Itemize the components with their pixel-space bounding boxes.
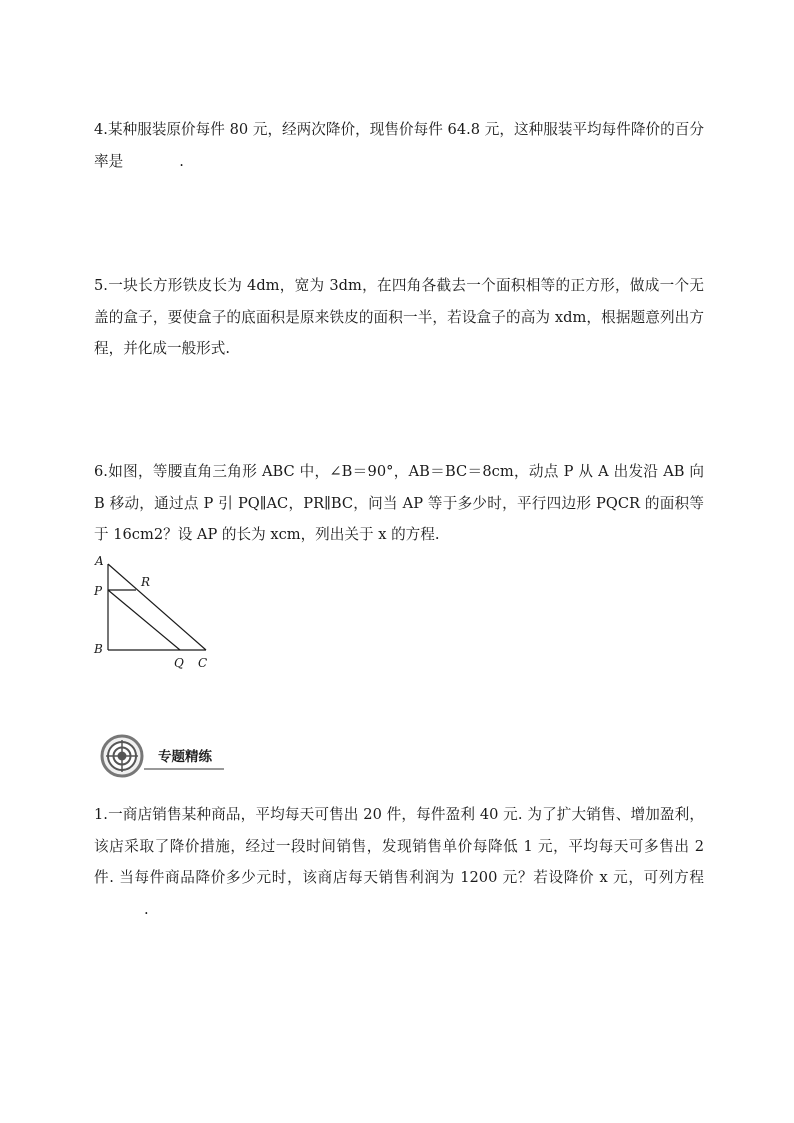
question-6 <box>94 456 704 551</box>
practice-question-1-text: 1.一商店销售某种商品，平均每天可售出 20 件，每件盈利 40 元. 为了扩大销售、增加盈利，该店采取了降价措施，经过一段时间销售，发现销售单价每降低 1 元，平均每天可多售出 2 件. 当每件商品降价多少元时，该商店每天销售利润为 1200 元？若设降价 x 元，可列方程 <box>94 806 704 886</box>
label-q: Q <box>174 656 184 670</box>
label-r: R <box>141 575 151 589</box>
label-b: B <box>94 642 103 656</box>
question-4 <box>94 114 704 177</box>
segment-pq <box>108 590 180 650</box>
question-4-end: . <box>179 152 184 170</box>
question-6-text: 6.如图，等腰直角三角形 ABC 中，∠B＝90°，AB＝BC＝8cm，动点 P 从 A 出发沿 AB 向 B 移动，通过点 P 引 PQ∥AC，PR∥BC，问当 AP 等于多少时，平行四边形 PQCR 的面积等于 16cm2？设 AP 的长为 xcm，列出关于 x 的方程. <box>94 463 704 543</box>
triangle-figure <box>88 552 228 676</box>
practice-question-1-end: . <box>144 900 149 918</box>
practice-question-1 <box>94 799 704 925</box>
label-p: P <box>94 584 103 598</box>
figure-lines <box>108 564 206 650</box>
question-4-text: 4.某种服装原价每件 80 元，经两次降价，现售价每件 64.8 元，这种服装平均每件降价的百分率是 <box>94 121 704 170</box>
target-icon <box>102 736 142 776</box>
section-title: 专题精练 <box>158 749 212 765</box>
label-a: A <box>95 554 104 568</box>
label-c: C <box>198 656 208 670</box>
question-5 <box>94 270 704 365</box>
question-5-text: 5.一块长方形铁皮长为 4dm，宽为 3dm，在四角各截去一个面积相等的正方形，做成一个无盖的盒子，要使盒子的底面积是原来铁皮的面积一半，若设盒子的高为 xdm，根据题意列出方程，并化成一般形式. <box>94 277 704 357</box>
segment-ac <box>108 564 206 650</box>
